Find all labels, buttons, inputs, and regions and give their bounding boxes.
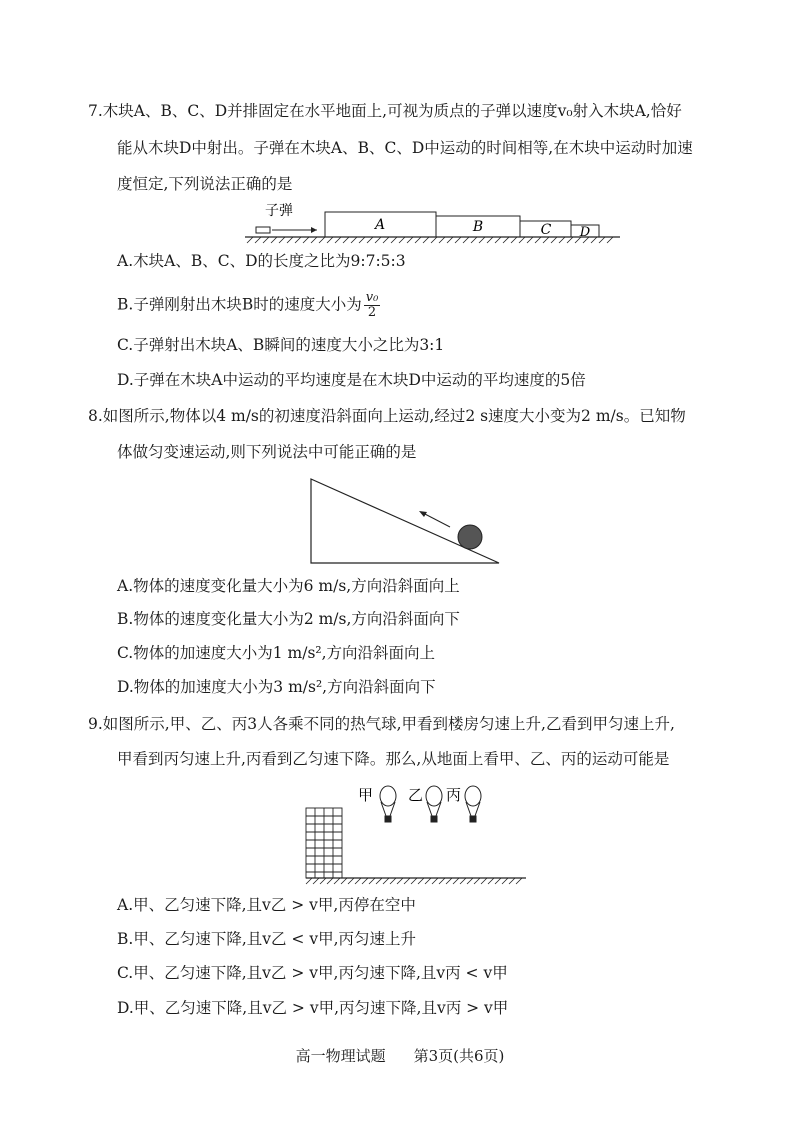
incline-triangle <box>311 479 499 563</box>
fraction-denominator: 2 <box>367 305 377 320</box>
balloon-label-bing: 丙 <box>446 786 462 804</box>
footer-page-number: 第3页(共6页) <box>413 1047 505 1065</box>
balloon-label-yi: 乙 <box>408 786 424 804</box>
balloon-label-jia: 甲 <box>358 786 374 804</box>
q8-number: 8. <box>88 407 103 425</box>
q7-number: 7. <box>88 102 103 120</box>
q8-option-d: D.物体的加速度大小为3 m/s²,方向沿斜面向下 <box>117 678 436 696</box>
q7-stem-line3: 度恒定,下列说法正确的是 <box>117 175 293 193</box>
ball-icon <box>458 525 482 549</box>
q9-option-c: C.甲、乙匀速下降,且v乙 > v甲,丙匀速下降,且v丙 < v甲 <box>117 964 508 982</box>
q8-stem-line2: 体做匀变速运动,则下列说法中可能正确的是 <box>117 443 417 461</box>
q9-stem-line2: 甲看到丙匀速上升,丙看到乙匀速下降。那么,从地面上看甲、乙、丙的运动可能是 <box>117 750 670 768</box>
block-b-label: B <box>472 219 484 235</box>
building-icon <box>306 808 342 878</box>
footer-subject: 高一物理试题 <box>295 1047 386 1065</box>
q9-balloon-figure <box>300 778 620 894</box>
q8-option-a: A.物体的速度变化量大小为6 m/s,方向沿斜面向上 <box>117 577 460 595</box>
q7-option-b-fraction <box>364 291 381 320</box>
q8-incline-figure <box>305 475 505 571</box>
q7-option-b-text: B.子弹刚射出木块B时的速度大小为 <box>117 295 362 314</box>
q9-stem-text1: 如图所示,甲、乙、丙3人各乘不同的热气球,甲看到楼房匀速上升,乙看到甲匀速上升, <box>102 715 675 733</box>
block-c-label: C <box>540 222 552 238</box>
q9-stem-line1 <box>88 714 675 734</box>
block-d-label: D <box>579 225 591 240</box>
q9-number: 9. <box>88 715 103 733</box>
bullet-label: 子弹 <box>265 203 293 219</box>
ground-hatch <box>247 237 613 243</box>
bullet-icon <box>256 227 270 233</box>
q7-figure <box>245 200 645 249</box>
q7-stem-text1: 木块A、B、C、D并排固定在水平地面上,可视为质点的子弹以速度v₀射入木块A,恰好 <box>102 102 682 120</box>
balloon-yi-icon <box>426 786 442 822</box>
page-footer <box>0 1045 800 1066</box>
balloon-bing-icon <box>465 786 481 822</box>
q8-stem-text1: 如图所示,物体以4 m/s的初速度沿斜面向上运动,经过2 s速度大小变为2 m/s。已知物 <box>102 407 686 425</box>
ground-hatch <box>306 878 522 884</box>
block-a-label: A <box>374 217 386 233</box>
q7-option-d: D.子弹在木块A中运动的平均速度是在木块D中运动的平均速度的5倍 <box>117 371 586 389</box>
q8-option-b: B.物体的速度变化量大小为2 m/s,方向沿斜面向下 <box>117 610 460 628</box>
q7-stem-line2: 能从木块D中射出。子弹在木块A、B、C、D中运动的时间相等,在木块中运动时加速 <box>117 139 693 157</box>
q8-option-c: C.物体的加速度大小为1 m/s²,方向沿斜面向上 <box>117 644 436 662</box>
q7-option-a: A.木块A、B、C、D的长度之比为9:7:5:3 <box>117 252 406 270</box>
velocity-arrow-icon <box>423 513 450 527</box>
balloon-jia-icon <box>380 786 396 822</box>
q7-option-c: C.子弹射出木块A、B瞬间的速度大小之比为3:1 <box>117 336 445 354</box>
q9-option-a: A.甲、乙匀速下降,且v乙 > v甲,丙停在空中 <box>117 896 416 914</box>
q7-option-b <box>117 291 380 320</box>
q9-option-b: B.甲、乙匀速下降,且v乙 < v甲,丙匀速上升 <box>117 930 417 948</box>
fraction-numerator: v₀ <box>365 290 379 305</box>
q8-stem-line1 <box>88 406 686 426</box>
q9-option-d: D.甲、乙匀速下降,且v乙 > v甲,丙匀速下降,且v丙 > v甲 <box>117 999 509 1017</box>
q7-stem-line1 <box>88 101 682 121</box>
